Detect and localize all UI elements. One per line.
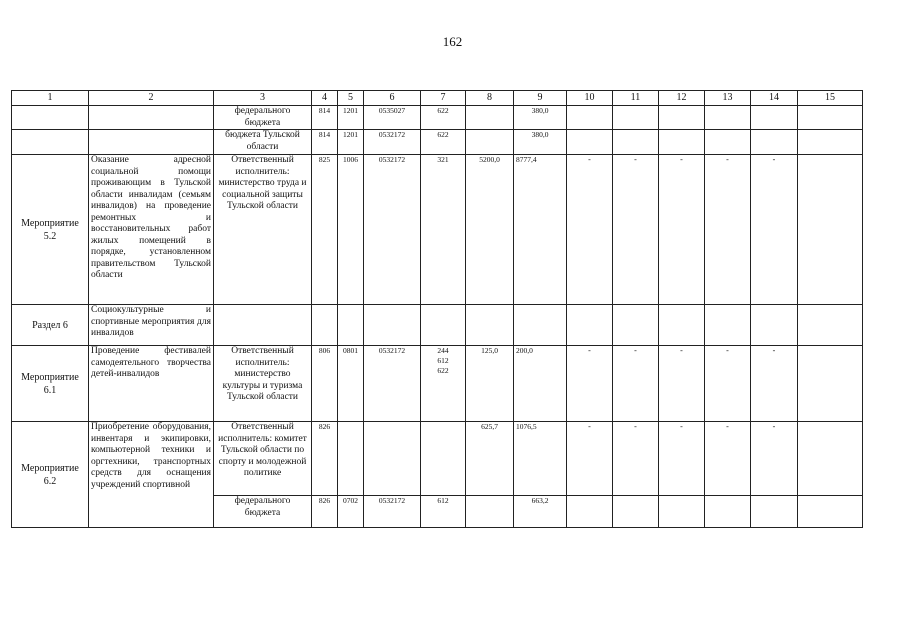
header-cell: 4 <box>312 91 338 106</box>
grbs-cell: 826 <box>312 496 338 528</box>
empty-value-cell: - <box>567 155 613 305</box>
table-row <box>12 155 863 305</box>
grbs-cell: 825 <box>312 155 338 305</box>
grbs-cell: 814 <box>312 106 338 130</box>
section-cell: 0702 <box>338 496 364 528</box>
value-cell: 200,0 <box>514 346 567 422</box>
value-cell: 380,0 <box>514 106 567 130</box>
value-cell: 663,2 <box>514 496 567 528</box>
empty-value-cell: - <box>659 422 705 496</box>
empty-value-cell: - <box>751 346 798 422</box>
target-cell: 0532172 <box>364 346 421 422</box>
header-cell: 15 <box>798 91 863 106</box>
source-cell: федерального бюджета <box>214 106 312 130</box>
table-row <box>12 346 863 422</box>
empty-value-cell: - <box>567 422 613 496</box>
value-cell: 8777,4 <box>514 155 567 305</box>
grbs-cell: 806 <box>312 346 338 422</box>
empty-value-cell: - <box>613 422 659 496</box>
type-cell: 244 612 622 <box>421 346 466 422</box>
value-cell: 625,7 <box>466 422 514 496</box>
target-cell: 0532172 <box>364 130 421 155</box>
measure-title: Мероприятие 5.2 <box>12 155 89 305</box>
target-cell: 0535027 <box>364 106 421 130</box>
header-cell: 13 <box>705 91 751 106</box>
measure-title: Мероприятие 6.1 <box>12 346 89 422</box>
table-row <box>12 305 863 346</box>
empty-value-cell: - <box>659 346 705 422</box>
header-row <box>12 91 863 106</box>
table-row <box>12 106 863 130</box>
budget-table <box>11 90 863 528</box>
header-cell: 11 <box>613 91 659 106</box>
measure-description: Приобретение оборудования, инвентаря и экипировки, компьютерной техники и оргтехники, транспортных средств для оснащения учреждений спортивной <box>89 422 214 528</box>
responsible-cell: Ответственный исполнитель: министерство труда и социальной защиты Тульской области <box>214 155 312 305</box>
empty-value-cell: - <box>705 155 751 305</box>
grbs-cell: 826 <box>312 422 338 496</box>
source-cell: бюджета Тульской области <box>214 130 312 155</box>
header-cell: 14 <box>751 91 798 106</box>
section-cell: 1201 <box>338 106 364 130</box>
responsible-cell: Ответственный исполнитель: министерство культуры и туризма Тульской области <box>214 346 312 422</box>
empty-value-cell: - <box>751 422 798 496</box>
header-cell: 6 <box>364 91 421 106</box>
empty-value-cell: - <box>751 155 798 305</box>
header-cell: 1 <box>12 91 89 106</box>
type-cell: 622 <box>421 106 466 130</box>
value-cell: 1076,5 <box>514 422 567 496</box>
measure-description: Оказание адресной социальной помощи проживающим в Тульской области инвалидам (семьям инвалидов) на проведение ремонтных и восстановительных работ жилых помещений в порядке, установленном правительством Тульской области <box>89 155 214 305</box>
source-cell: федерального бюджета <box>214 496 312 528</box>
measure-description: Проведение фестивалей самодеятельного творчества детей-инвалидов <box>89 346 214 422</box>
target-cell: 0532172 <box>364 155 421 305</box>
section-title: Раздел 6 <box>12 305 89 346</box>
target-cell: 0532172 <box>364 496 421 528</box>
header-cell: 10 <box>567 91 613 106</box>
section-description: Социокультурные и спортивные мероприятия для инвалидов <box>89 305 214 346</box>
type-cell: 612 <box>421 496 466 528</box>
header-cell: 7 <box>421 91 466 106</box>
type-cell: 321 <box>421 155 466 305</box>
responsible-cell: Ответственный исполнитель: комитет Тульской области по спорту и молодежной политике <box>214 422 312 496</box>
page-number: 162 <box>442 34 463 49</box>
empty-value-cell: - <box>613 346 659 422</box>
empty-value-cell: - <box>659 155 705 305</box>
section-cell: 0801 <box>338 346 364 422</box>
header-cell: 8 <box>466 91 514 106</box>
section-cell: 1006 <box>338 155 364 305</box>
header-cell: 9 <box>514 91 567 106</box>
empty-value-cell: - <box>705 346 751 422</box>
measure-title: Мероприятие 6.2 <box>12 422 89 528</box>
grbs-cell: 814 <box>312 130 338 155</box>
header-cell: 2 <box>89 91 214 106</box>
value-cell: 5200,0 <box>466 155 514 305</box>
section-cell: 1201 <box>338 130 364 155</box>
value-cell: 125,0 <box>466 346 514 422</box>
empty-value-cell: - <box>567 346 613 422</box>
table-row <box>12 422 863 496</box>
value-cell: 380,0 <box>514 130 567 155</box>
header-cell: 12 <box>659 91 705 106</box>
header-cell: 3 <box>214 91 312 106</box>
type-cell: 622 <box>421 130 466 155</box>
empty-value-cell: - <box>705 422 751 496</box>
header-cell: 5 <box>338 91 364 106</box>
table-row <box>12 130 863 155</box>
empty-value-cell: - <box>613 155 659 305</box>
